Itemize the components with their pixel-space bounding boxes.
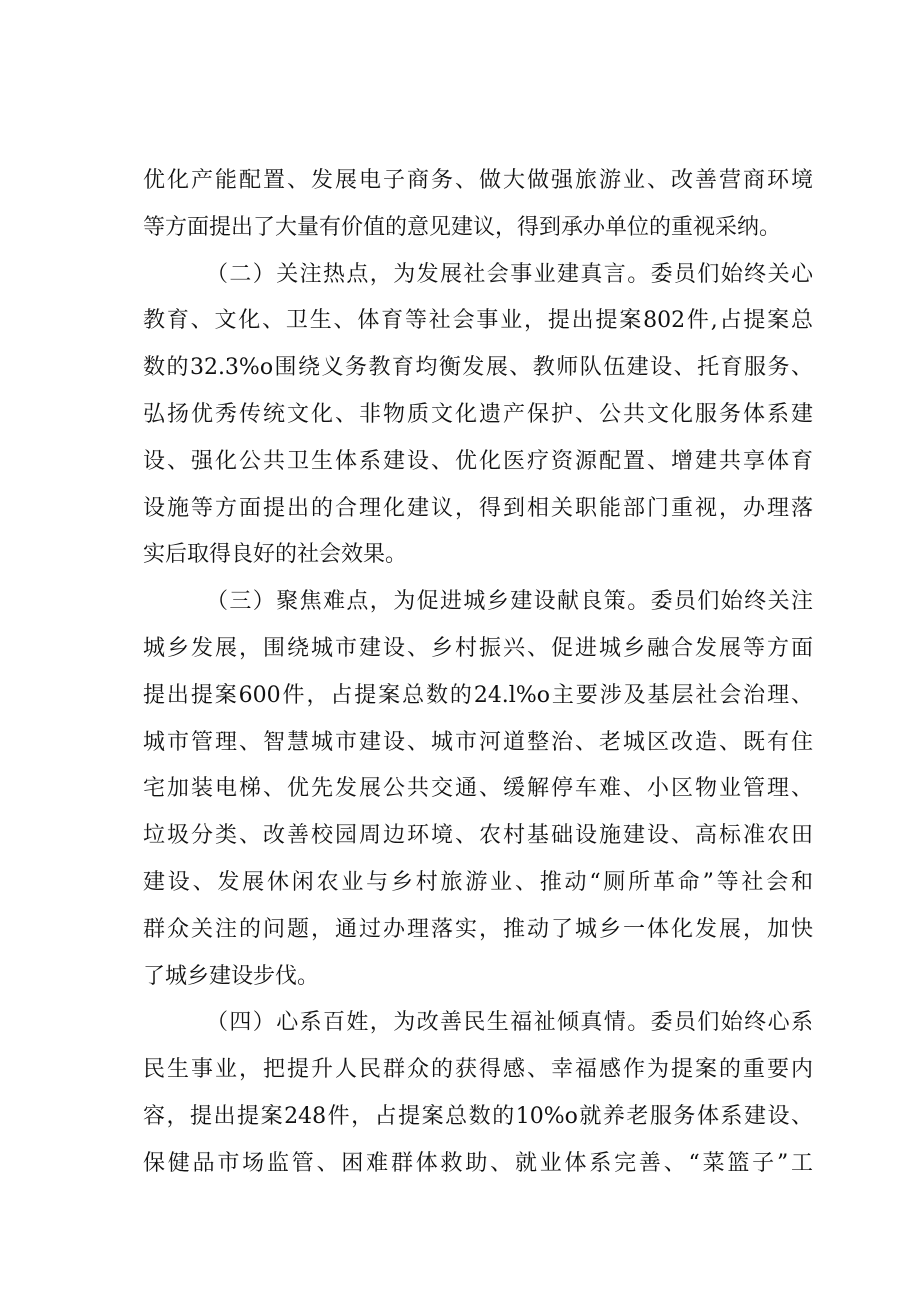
text-line: 设施等方面提出的合理化建议，得到相关职能部门重视，办理落 xyxy=(143,495,813,521)
text-line: 数的32.3%o围绕义务教育均衡发展、教师队伍建设、托育服务、 xyxy=(143,355,813,381)
text-line: 城乡发展，围绕城市建设、乡村振兴、促进城乡融合发展等方面 xyxy=(143,635,813,661)
text-line: 容，提出提案248件，占提案总数的10%o就养老服务体系建设、 xyxy=(143,1103,813,1129)
paragraph xyxy=(143,1000,813,1187)
text-line: 了城乡建设步伐。 xyxy=(143,963,320,989)
text-line: 民生事业，把提升人民群众的获得感、幸福感作为提案的重要内 xyxy=(143,1057,813,1083)
paragraph xyxy=(143,579,813,1000)
text-line: （三）聚焦难点，为促进城乡建设献良策。委员们始终关注 xyxy=(206,589,813,615)
text-line: 保健品市场监管、困难群体救助、就业体系完善、“菜篮子”工 xyxy=(143,1150,813,1176)
text-line: 弘扬优秀传统文化、非物质文化遗产保护、公共文化服务体系建 xyxy=(143,401,813,427)
text-line: 建设、发展休闲农业与乡村旅游业、推动“厕所革命”等社会和 xyxy=(143,869,813,895)
text-line: 等方面提出了大量有价值的意见建议，得到承办单位的重视采纳。 xyxy=(143,214,782,240)
text-line: （四）心系百姓，为改善民生福祉倾真情。委员们始终心系 xyxy=(206,1010,813,1036)
text-line: 城市管理、智慧城市建设、城市河道整治、老城区改造、既有住 xyxy=(143,729,813,755)
text-line: 实后取得良好的社会效果。 xyxy=(143,542,408,568)
text-line: 宅加装电梯、优先发展公共交通、缓解停车难、小区物业管理、 xyxy=(143,776,813,802)
text-line: 设、强化公共卫生体系建设、优化医疗资源配置、增建共享体育 xyxy=(143,448,813,474)
paragraph xyxy=(143,252,813,580)
text-line: 优化产能配置、发展电子商务、做大做强旅游业、改善营商环境 xyxy=(143,168,813,193)
text-line: 教育、文化、卫生、体育等社会事业，提出提案802件,占提案总 xyxy=(143,308,813,334)
text-line: 群众关注的问题，通过办理落实，推动了城乡一体化发展，加快 xyxy=(143,916,813,942)
text-line: （二）关注热点，为发展社会事业建真言。委员们始终关心 xyxy=(206,261,813,287)
text-line: 提出提案600件，占提案总数的24.l%o主要涉及基层社会治理、 xyxy=(143,682,813,708)
paragraph xyxy=(143,158,813,252)
text-line: 垃圾分类、改善校园周边环境、农村基础设施建设、高标准农田 xyxy=(143,823,813,849)
document-body xyxy=(143,158,813,1188)
